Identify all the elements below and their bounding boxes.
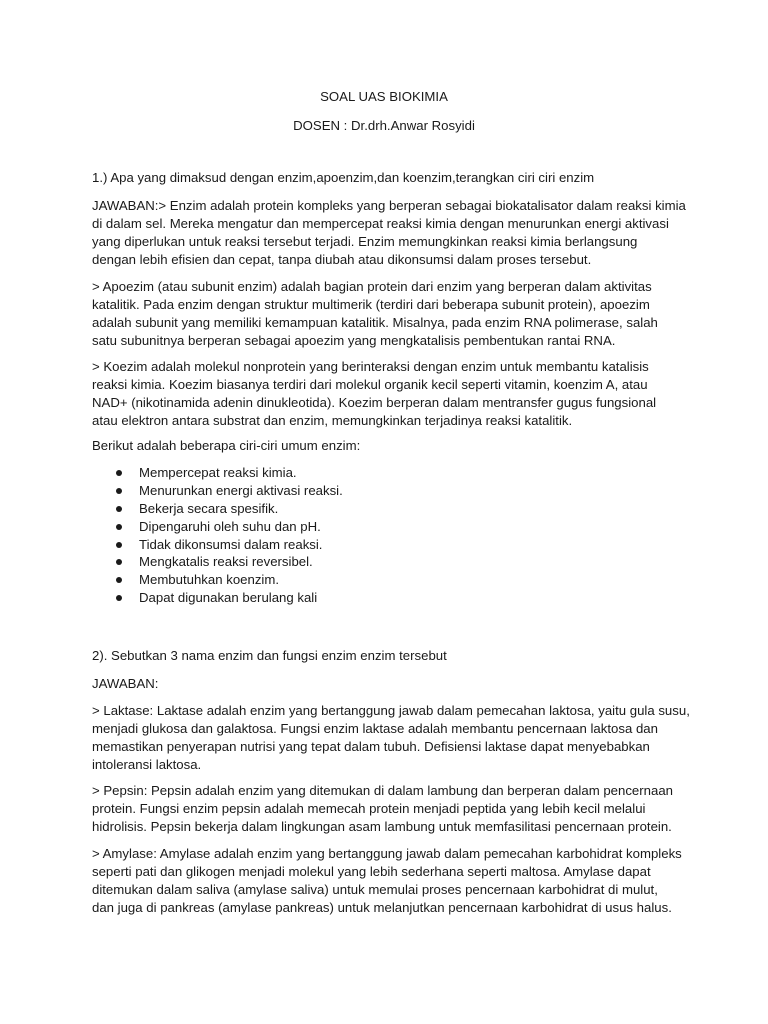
- bullet-icon: [116, 595, 122, 601]
- text-line: hidrolisis. Pepsin bekerja dalam lingkungan asam lambung untuk memfasilitasi pencernaan protein.: [92, 819, 672, 834]
- list-item: [92, 571, 652, 589]
- list-item-text: Mengkatalis reaksi reversibel.: [139, 554, 313, 570]
- question-2: 2). Sebutkan 3 nama enzim dan fungsi enzim enzim tersebut: [92, 648, 447, 663]
- q1-answer-apoenzim: [92, 278, 684, 350]
- text-line: > Pepsin: Pepsin adalah enzim yang ditemukan di dalam lambung dan berperan dalam pencernaan: [92, 783, 673, 798]
- list-item: [92, 589, 652, 607]
- document-title: SOAL UAS BIOKIMIA: [320, 89, 448, 104]
- list-item: [92, 500, 652, 518]
- text-line: dengan lebih efisien dan cepat, tanpa diubah atau dikonsumsi dalam proses tersebut.: [92, 252, 592, 267]
- list-item-text: Bekerja secara spesifik.: [139, 500, 279, 516]
- list-item-text: Dapat digunakan berulang kali: [139, 590, 318, 606]
- bullet-icon: [116, 470, 122, 476]
- question-1: 1.) Apa yang dimaksud dengan enzim,apoenzim,dan koenzim,terangkan ciri ciri enzim: [92, 170, 595, 185]
- bullet-icon: [116, 559, 122, 565]
- text-line: protein. Fungsi enzim pepsin adalah memecah protein menjadi peptida yang lebih kecil melalui: [92, 801, 646, 816]
- text-line: intoleransi laktosa.: [92, 757, 202, 772]
- ciri-intro: Berikut adalah beberapa ciri-ciri umum enzim:: [92, 438, 361, 453]
- text-line: atau elektron antara substrat dan enzim, memungkinkan terjadinya reaksi katalitik.: [92, 413, 573, 428]
- list-item: [92, 464, 652, 482]
- bullet-icon: [116, 524, 122, 530]
- list-item-text: Dipengaruhi oleh suhu dan pH.: [139, 518, 321, 534]
- list-item: [92, 553, 652, 571]
- bullet-icon: [116, 542, 122, 548]
- text-line: satu subunitnya berperan sebagai apoezim yang mengkatalisis pembentukan rantai RNA.: [92, 333, 616, 348]
- q2-answer-laktase: [92, 702, 690, 774]
- text-line: > Laktase: Laktase adalah enzim yang bertanggung jawab dalam pemecahan laktosa, yaitu gula susu,: [92, 703, 690, 718]
- q2-answer-pepsin: [92, 782, 684, 836]
- list-item: [92, 482, 652, 500]
- list-item-text: Tidak dikonsumsi dalam reaksi.: [139, 536, 323, 552]
- bullet-icon: [116, 577, 122, 583]
- bullet-icon: [116, 506, 122, 512]
- list-item: [92, 518, 652, 536]
- lecturer-name: DOSEN : Dr.drh.Anwar Rosyidi: [293, 118, 475, 133]
- list-item-text: Menurunkan energi aktivasi reaksi.: [139, 482, 343, 498]
- q2-answer-amylase: [92, 845, 684, 917]
- ciri-list: [92, 464, 652, 607]
- text-line: di dalam sel. Mereka mengatur dan mempercepat reaksi kimia dengan menurunkan energi aktivasi: [92, 216, 669, 231]
- q2-answer-label: JAWABAN:: [92, 676, 159, 691]
- list-item-text: Membutuhkan koenzim.: [139, 572, 280, 588]
- text-line: katalitik. Pada enzim dengan struktur multimerik (terdiri dari beberapa subunit protein), apoezim: [92, 297, 650, 312]
- text-line: > Koezim adalah molekul nonprotein yang berinteraksi dengan enzim untuk membantu katalisis: [92, 359, 649, 374]
- bullet-icon: [116, 488, 122, 494]
- text-line: reaksi kimia. Koezim biasanya terdiri dari molekul organik kecil seperti vitamin, koenzim A, atau: [92, 377, 648, 392]
- text-line: > Amylase: Amylase adalah enzim yang bertanggung jawab dalam pemecahan karbohidrat kompleks: [92, 846, 682, 861]
- text-line: menjadi glukosa dan galaktosa. Fungsi enzim laktase adalah membantu pencernaan laktosa dan: [92, 721, 658, 736]
- text-line: > Apoezim (atau subunit enzim) adalah bagian protein dari enzim yang berperan dalam aktivitas: [92, 279, 652, 294]
- text-line: memastikan penyerapan nutrisi yang tepat dalam tubuh. Defisiensi laktase dapat menyebabkan: [92, 739, 650, 754]
- list-item: [92, 536, 652, 554]
- q1-answer-koenzim: [92, 358, 684, 430]
- text-line: ditemukan dalam saliva (amylase saliva) untuk memulai proses pencernaan karbohidrat di mulut,: [92, 882, 658, 897]
- text-line: adalah subunit yang memiliki kemampuan katalitik. Misalnya, pada enzim RNA polimerase, salah: [92, 315, 658, 330]
- text-line: yang diperlukan untuk reaksi tersebut terjadi. Enzim memungkinkan reaksi kimia berlangsung: [92, 234, 638, 249]
- text-line: dan juga di pankreas (amylase pankreas) untuk melanjutkan pencernaan karbohidrat di usus halus.: [92, 900, 672, 915]
- q1-answer-enzim: [92, 197, 684, 269]
- list-item-text: Mempercepat reaksi kimia.: [139, 465, 297, 480]
- text-line: NAD+ (nikotinamida adenin dinukleotida). Koezim berperan dalam mentransfer gugus fungsional: [92, 395, 657, 410]
- text-line: seperti pati dan glikogen menjadi molekul yang lebih sederhana seperti maltosa. Amylase dapat: [92, 864, 651, 879]
- text-line: JAWABAN:> Enzim adalah protein kompleks yang berperan sebagai biokatalisator dalam reaksi kimia: [92, 198, 686, 213]
